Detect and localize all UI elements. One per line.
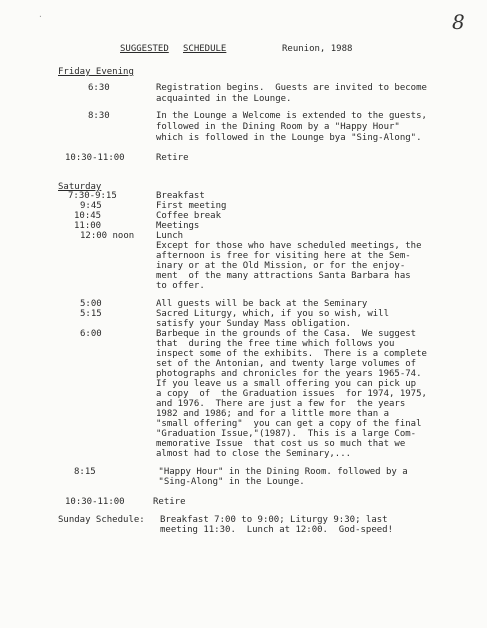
evening-line: "Happy Hour" in the Dining Room. followed by a [153,467,408,477]
scan-speck: · [38,12,43,21]
saturday-time: 10:45 [74,211,102,221]
sunday-line: meeting 11:30. Lunch at 12:00. God-speed! [160,525,393,535]
saturday-item: First meeting [156,201,227,211]
title-suggested: SUGGESTED [120,44,169,54]
saturday-time: 6:00 [80,329,102,339]
saturday-time: 10:30-11:00 [65,497,125,507]
barbeque-line: a copy of the Graduation issues for 1974, 1975, [156,389,427,399]
barbeque-line: almost had to close the Seminary,... [156,449,352,459]
friday-time-2: 8:30 [88,111,110,121]
barbeque-line: Barbeque in the grounds of the Casa. We suggest [156,329,417,339]
saturday-item: Breakfast [156,191,205,201]
barbeque-line: and 1976. There are just a few for the years [156,399,406,409]
barbeque-line: 1982 and 1986; and for a little more than a [156,409,389,419]
saturday-time: 12:00 noon [80,231,135,241]
afternoon-line: to offer. [156,281,205,291]
friday-time-1: 6:30 [88,83,110,93]
saturday-time: 5:00 [80,299,102,309]
saturday-item: Meetings [156,221,200,231]
friday-heading: Friday Evening [58,67,134,77]
afternoon-line: afternoon is free for visiting here at the Sem- [156,251,411,261]
saturday-heading: Saturday [58,182,102,192]
saturday-item: Lunch [156,231,184,241]
friday-line: which is followed in the Lounge bya "Sing-Along". [156,133,422,143]
barbeque-line: If you leave us a small offering you can pick up [156,379,417,389]
evening-line: Retire [153,497,186,507]
afternoon-line: ment of the many attractions Santa Barbara has [156,271,411,281]
friday-line: followed in the Dining Room by a "Happy Hour" [156,122,400,132]
evening-line: All guests will be back at the Seminary [156,299,368,309]
saturday-time: 11:00 [74,221,102,231]
evening-line: "Sing-Along" in the Lounge. [153,477,305,487]
barbeque-line: memorative Issue that cost us so much that we [156,439,406,449]
evening-line: Sacred Liturgy, which, if you so wish, will [156,309,389,319]
title-schedule: SCHEDULE [183,44,227,54]
saturday-time: 5:15 [80,309,102,319]
afternoon-line: Except for those who have scheduled meetings, the [156,241,422,251]
saturday-item: Coffee break [156,211,222,221]
barbeque-line: "Graduation Issue,"(1987). This is a large Com- [156,429,417,439]
sunday-line: Breakfast 7:00 to 9:00; Liturgy 9:30; last [160,515,388,525]
saturday-time: 9:45 [80,201,102,211]
barbeque-line: inspect some of the exhibits. There is a complete [156,349,427,359]
sunday-label: Sunday Schedule: [58,515,145,525]
barbeque-line: "small offering" you can get a copy of the final [156,419,422,429]
friday-line: Registration begins. Guests are invited to become [156,83,427,93]
evening-line: satisfy your Sunday Mass obligation. [156,319,352,329]
friday-line: Retire [156,153,189,163]
friday-line: acquainted in the Lounge. [156,94,292,104]
friday-line: In the Lounge a Welcome is extended to the guests, [156,111,427,121]
barbeque-line: photographs and chronicles for the years 1965-74. [156,369,422,379]
barbeque-line: that during the free time which follows you [156,339,395,349]
saturday-time: 7:30-9:15 [68,191,117,201]
afternoon-line: inary or at the Old Mission, or for the enjoy- [156,261,406,271]
barbeque-line: set of the Antonian, and twenty large volumes of [156,359,417,369]
saturday-time: 8:15 [74,467,96,477]
friday-time-3: 10:30-11:00 [65,153,125,163]
page-number: 8 [452,10,465,34]
event-name: Reunion, 1988 [282,44,353,54]
